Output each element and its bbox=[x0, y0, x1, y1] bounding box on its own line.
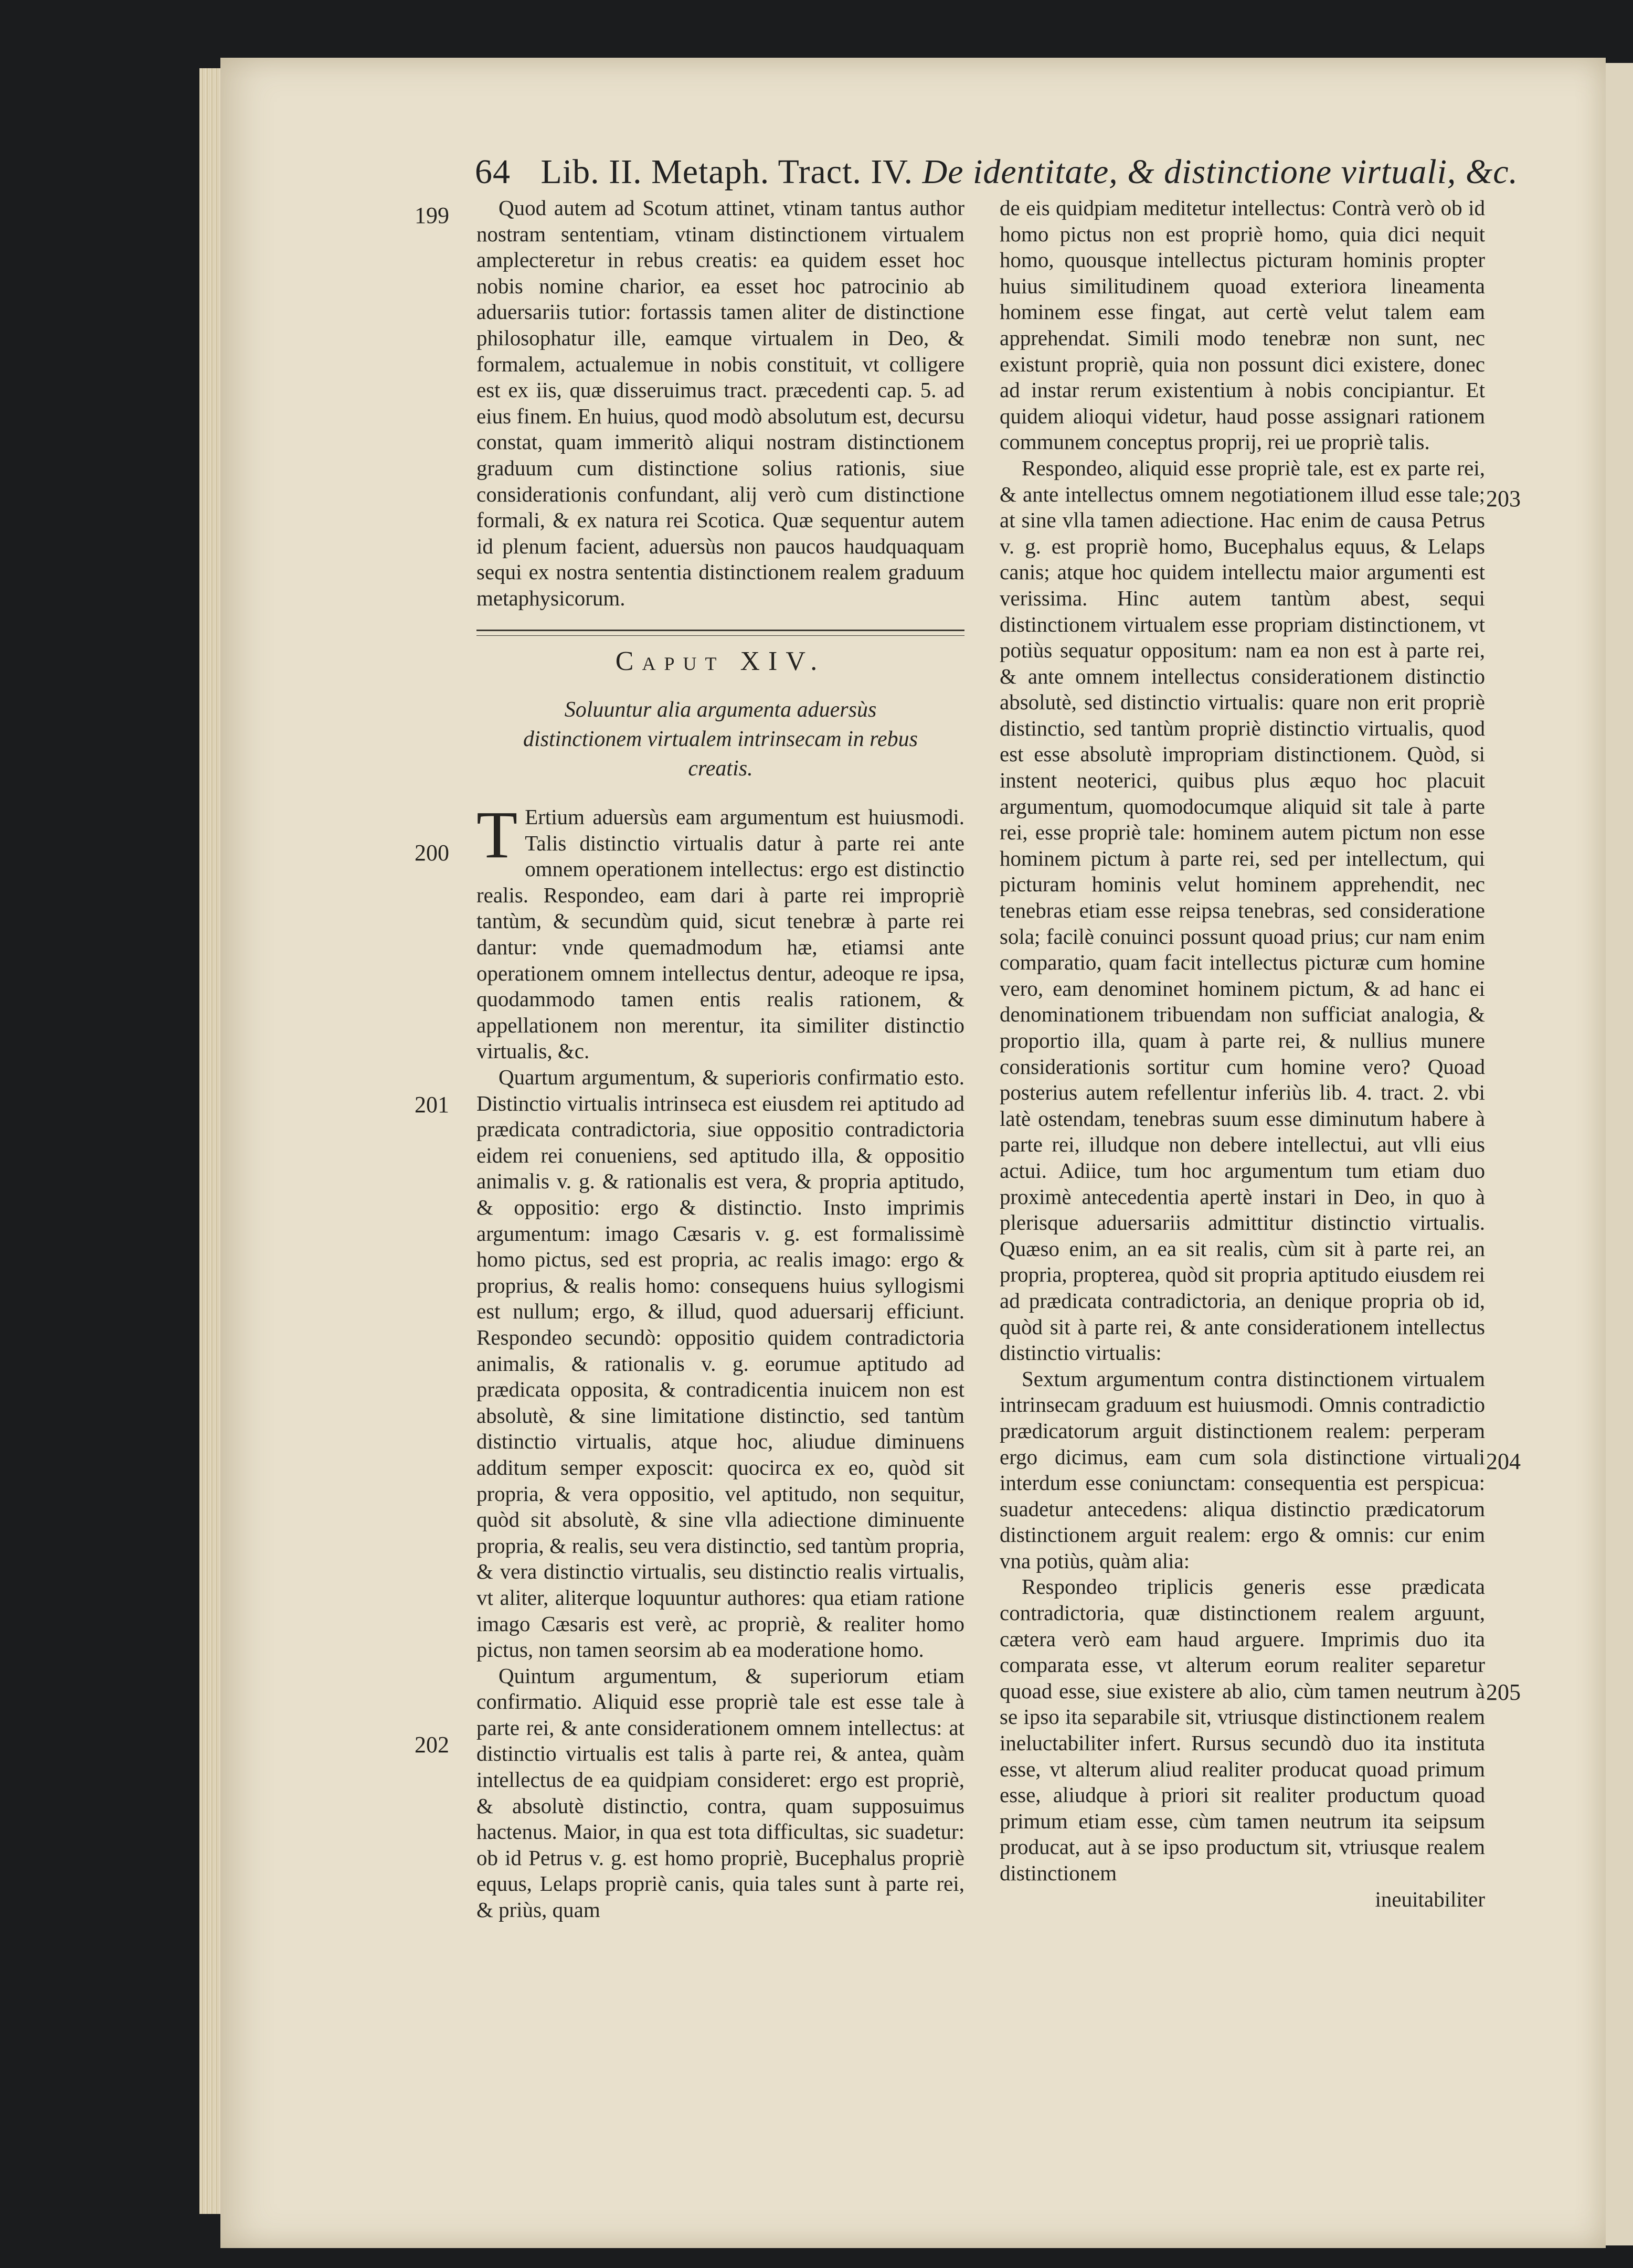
paragraph-204: Sextum argumentum contra distinctionem virtualem intrinsecam graduum est huiusmodi. Omnis contradictio prædicatorum arguit distinctionem realem: perperam ergo dicimus, eam cum sola distinctione virtuali interdum esse coniunctam: consequentia est perspicua: suadetur antecedens: aliqua distinctio prædicatorum distinctionem arguit realem: ergo & omnis: cur enim vna potiùs, quàm alia: bbox=[1000, 1366, 1485, 1573]
margin-number-205: 205 bbox=[1486, 1679, 1521, 1705]
margin-number-200: 200 bbox=[415, 840, 449, 866]
margin-number-203: 203 bbox=[1486, 486, 1521, 512]
paragraph-205: Respondeo triplicis generis esse prædicata contradictoria, quæ distinctionem realem arguunt, cætera verò eam haud arguere. Imprimis duo ita comparata esse, vt alterum eorum realiter separetur quoad esse, siue existere ab alio, cùm tamen neutrum à se ipso ita separabile sit, vtriusque distinctionem realem ineluctabiliter infert. Rursus secundò duo ita instituta esse, vt alterum aliud realiter producat quoad primum esse, aliudque à priori sit realiter productum quoad primum etiam esse, cùm tamen neutrum ita seipsum producat, aut à se ipso productum sit, vtriusque realem distinctionem bbox=[1000, 1574, 1485, 1885]
chapter-rule bbox=[476, 630, 964, 636]
paragraph-199: Quod autem ad Scotum attinet, vtinam tantus author nostram sententiam, vtinam distinctionem virtualem amplecteretur in rebus creatis: ea quidem esset hoc nobis nomine charior, ea esset hoc patrocinio ab aduersariis tutior: fortassis tamen aliter de distinctione philosophatur ille, eamque virtualem in Deo, & formalem, actualemue in nobis constituit, vt colligere est ex iis, quæ disseruimus tract. præcedenti cap. 5. ad eius finem. En huius, quod modò absolutum est, decursu constat, quam immeritò aliqui nostram distinctionem graduum cum distinctione solius rationis, siue considerationis confundant, alij verò cum distinctione formali, & ex natura rei Scotica. Quæ sequentur autem id plenum facient, aduersùs non paucos haudquaquam sequi ex nostra sententia distinctionem realem graduum metaphysicorum. bbox=[476, 196, 964, 610]
paragraph-203: Respondeo, aliquid esse propriè tale, est ex parte rei, & ante intellectus omnem negotiationem illud esse tale; at sine vlla tamen adiectione. Hac enim de causa Petrus v. g. est propriè homo, Bucephalus equus, & Lelaps canis; atque hoc quidem intellectu maior argumenti est verissima. Hinc autem tantùm abest, sequi distinctionem virtualem esse propriam distinctionem, vt potiùs sequatur oppositum: nam ea non est à parte rei, & ante omnem intellectus considerationem distinctio absolutè, sed distinctio virtualis: quare non erit propriè distinctio, sed tantùm propriè distinctio virtualis, quod est esse absolutè impropriam distinctionem. Quòd, si instent neoterici, quibus plus æquo hoc placuit argumentum, quomodocumque aliquid sit tale à parte rei, esse propriè tale: hominem autem pictum non esse hominem pictum à parte rei, sed per intellectum, qui picturam hominis velut hominem apprehendit, nec tenebras etiam esse reipsa tenebras, sed consideratione sola; facilè conuinci possunt quoad prius; cur nam enim comparatio, quam facit intellectus picturæ cum homine vero, eam denominet hominem pictum, & ad hanc ei denominationem tribuendam non sufficiat analogia, & proportio illa, quam à parte rei, & nullius munere considerationis sortitur cum homine vero? Quoad posterius autem refellentur inferiùs lib. 4. tract. 2. vbi latè ostendam, tenebras suum esse diminutum habere à parte rei, illudque non debere intellectui, aut vlli eius actui. Adiice, tum hoc argumentum tum etiam duo proximè antecedentia apertè instari in Deo, in quo à plerisque aduersariis admittitur distinctio virtualis. Quæso enim, an ea sit realis, cùm sit à parte rei, an propria, propterea, quòd sit propria aptitudo eiusdem rei ad prædicata contradictoria, an denique propria ob id, quòd sit à parte rei, & ante considerationem intellectus distinctio virtualis: bbox=[1000, 455, 1485, 1365]
paragraph-202: Quintum argumentum, & superiorum etiam confirmatio. Aliquid esse propriè tale est esse tale à parte rei, & ante considerationem omnem intellectus: at distinctio virtualis est talis à parte rei, & antea, quàm intellectus de ea quidpiam consideret: ergo est propriè, & absolutè distinctio, contra, quam supposuimus hactenus. Maior, in qua est tota difficultas, sic suadetur: ob id Petrus v. g. est homo propriè, Bucephalus propriè equus, Lelaps propriè canis, quia tales sunt à parte rei, & priùs, quam bbox=[476, 1663, 964, 1922]
drop-cap: T bbox=[476, 797, 518, 872]
margin-number-202: 202 bbox=[415, 1732, 449, 1758]
chapter-title: Caput XIV. bbox=[615, 646, 826, 676]
paragraph-200-text: Ertium aduersùs eam argumentum est huiusmodi. Talis distinctio virtualis datur à parte rei ante omnem operationem intellectus: ergo est distinctio realis. Respondeo, eam dari à parte rei impropriè tantùm, & secundùm quid, sicut tenebræ à parte rei dantur: vnde quemadmodum hæ, etiamsi ante operationem omnem intellectus dentur, adeoque re ipsa, quodammodo tamen entis realis rationem, & appellationem non merentur, ita similiter distinctio virtualis, &c. bbox=[476, 805, 964, 1063]
running-head bbox=[475, 152, 1519, 192]
left-column bbox=[476, 195, 964, 1923]
margin-number-201: 201 bbox=[415, 1092, 449, 1117]
right-column bbox=[1000, 195, 1485, 1912]
margin-number-199: 199 bbox=[415, 203, 449, 228]
running-head-italic: De identitate, & distinctione virtuali, &c. bbox=[922, 153, 1519, 191]
paragraph-200 bbox=[476, 797, 964, 1064]
running-head-text: Lib. II. Metaph. Tract. IV. bbox=[540, 153, 914, 191]
paragraph-continued: de eis quidpiam meditetur intellectus: Contrà verò ob id homo pictus non est propriè homo, quia dici nequit homo, quousque intellectus picturam hominis propter huius similitudinem quoad exteriora lineamenta hominem esse fingat, aut certè velut talem eam apprehendat. Simili modo tenebræ non sunt, nec existunt propriè, quia non possunt dici existere, donec ad instar rerum existentium à nobis concipiantur. Et quidem alioqui videtur, haud posse assignari rationem communem conceptus proprij, rei ue propriè talis. bbox=[1000, 196, 1485, 454]
chapter-subtitle: Soluuntur alia argumenta aduersùs distinctionem virtualem intrinsecam in rebus creatis. bbox=[523, 698, 918, 781]
catchword: ineuitabiliter bbox=[1375, 1887, 1485, 1911]
paragraph-201: Quartum argumentum, & superioris confirmatio esto. Distinctio virtualis intrinseca est eiusdem rei aptitudo ad prædicata contradictoria, siue oppositio contradictoria eidem rei conueniens, sed aptitudo illa, & oppositio animalis v. g. & rationalis est vera, & propria aptitudo, & oppositio: ergo & distinctio. Insto imprimis argumentum: imago Cæsaris v. g. est formalissimè homo pictus, sed est propria, ac realis imago: ergo & proprius, & realis homo: consequens huius syllogismi est nullum; ergo, & illud, quod aduersarij efficiunt. Respondeo secundò: oppositio quidem contradictoria animalis, & rationalis v. g. eorumue aptitudo ad prædicata opposita, & contradicentia inuicem non est absolutè, & sine limitatione distinctio, sed tantùm distinctio virtualis, atque hoc, aliudue diminuens additum semper exposcit: quocirca ex eo, quòd sit propria, & vera oppositio, vel aptitudo, non sequitur, quòd sit absolutè, & sine vlla adiectione diminuente propria, & realis, seu vera distinctio, sed tantùm propria, & vera distinctio virtualis, seu distinctio realis virtualis, vt aliter, aliterque loquuntur authores: qua etiam ratione imago Cæsaris est verè, ac propriè, & realiter homo pictus, non tamen seorsim ab ea moderatione homo. bbox=[476, 1065, 964, 1662]
margin-number-204: 204 bbox=[1486, 1449, 1521, 1474]
page-number: 64 bbox=[475, 153, 511, 191]
